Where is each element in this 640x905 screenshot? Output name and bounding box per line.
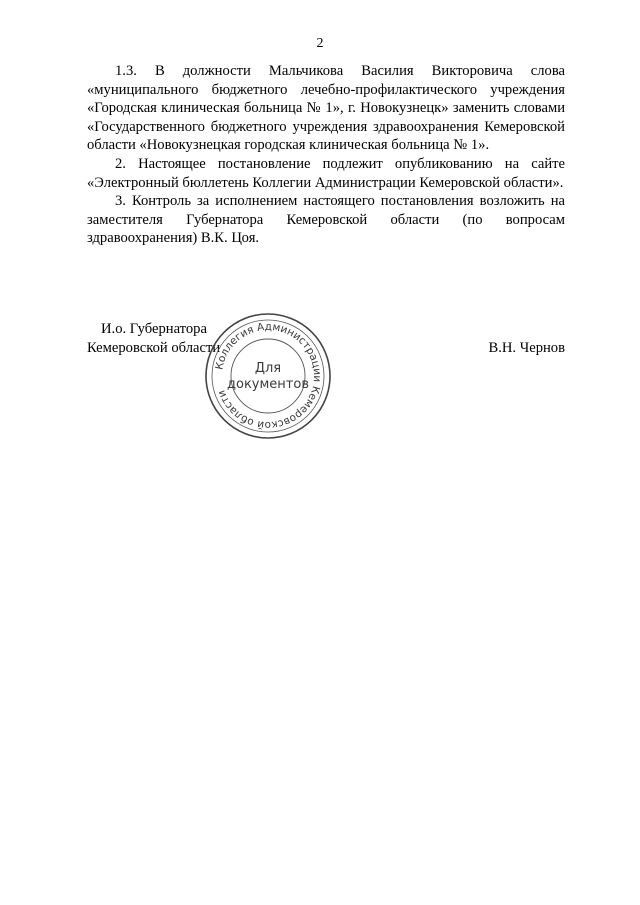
signatory-position-line2: Кемеровской области (87, 340, 221, 356)
seal-center-text-line1: Для (254, 361, 282, 376)
paragraph-1-3: 1.3. В должности Мальчикова Василия Викторовича слова «муниципального бюджетного лечебно-профилактического учреждения «Городская клиническая больница № 1», г. Новокузнецк» заменить словами «Государственного бюджетного учреждения здравоохранения Кемеровской области «Новокузнецкая городская клиническая больница № 1». (87, 63, 565, 154)
signature-block (87, 320, 565, 460)
document-body (87, 62, 565, 248)
seal-ring-text: Коллегия Администрации Кемеровской области (213, 320, 324, 432)
page-number: 2 (316, 36, 324, 51)
seal-graphic (203, 311, 333, 441)
signatory-position-line1: И.о. Губернатора (101, 321, 207, 337)
signatory-name: В.Н. Чернов (488, 340, 565, 356)
paragraph-3: 3. Контроль за исполнением настоящего постановления возложить на заместителя Губернатора Кемеровской области (по вопросам здравоохранения) В.К. Цоя. (87, 193, 565, 247)
paragraph-2: 2. Настоящее постановление подлежит опубликованию на сайте «Электронный бюллетень Коллегии Администрации Кемеровской области». (87, 155, 565, 191)
seal-center-ring (231, 339, 305, 413)
official-seal-stamp (203, 311, 333, 441)
seal-center-text-line2: документов (227, 377, 309, 392)
seal-inner-ring (212, 320, 324, 432)
seal-outer-ring (206, 314, 330, 438)
